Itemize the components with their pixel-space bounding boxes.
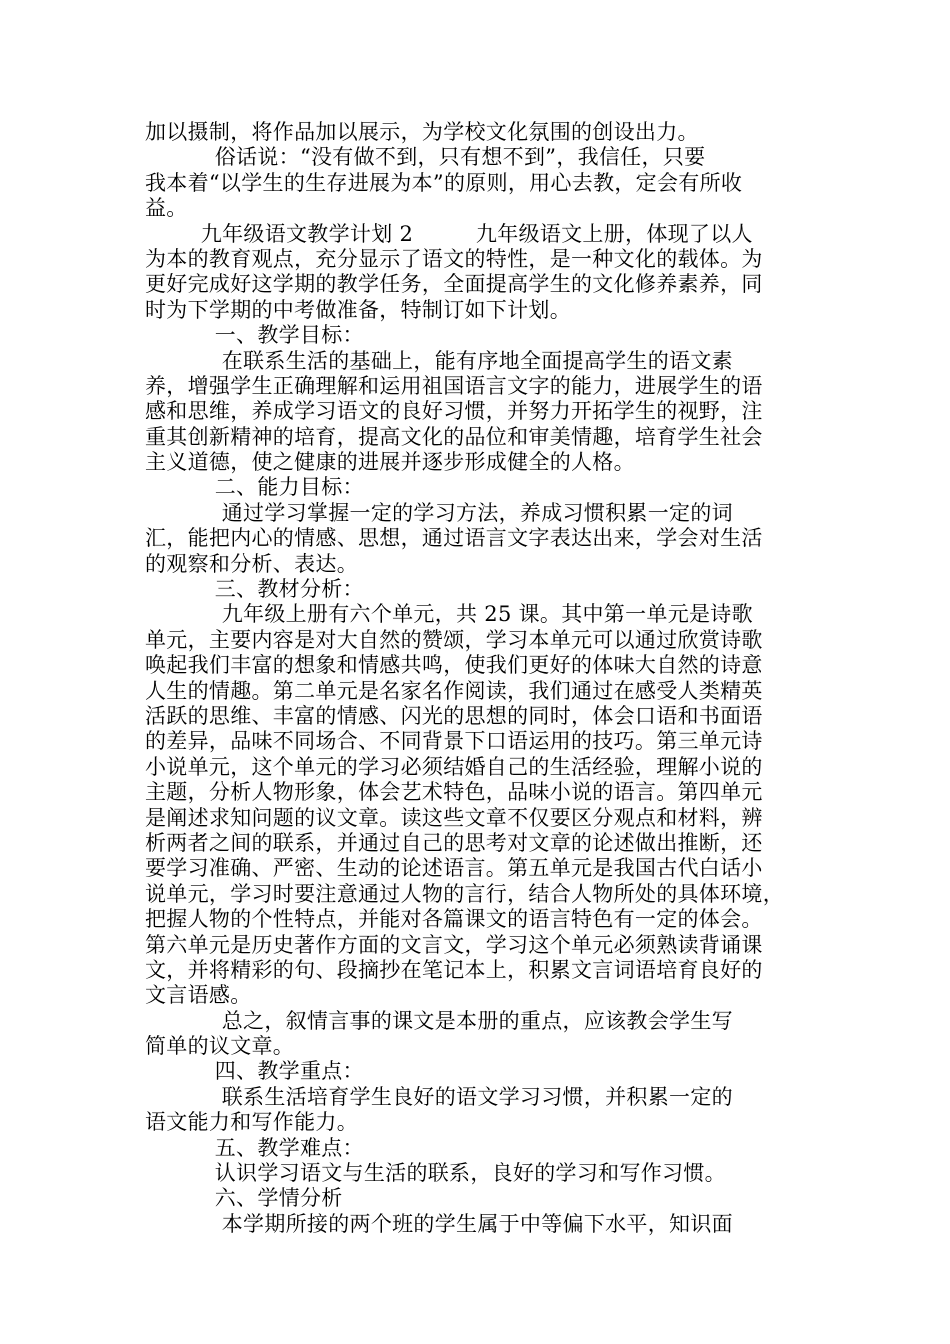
text-line: 九年级上册有六个单元，共 25 课。其中第一单元是诗歌 bbox=[145, 602, 753, 627]
text-line: 为本的教育观点，充分显示了语文的特性，是一种文化的载体。为 bbox=[145, 246, 763, 271]
heading-textbook-analysis: 三、教材分析： bbox=[145, 577, 364, 602]
text-line: 俗话说：“没有做不到，只有想不到”，我信任，只要 bbox=[145, 145, 706, 170]
text-line: 益。 bbox=[145, 196, 188, 221]
text-line: 联系生活培育学生良好的语文学习习惯，并积累一定的 bbox=[145, 1084, 733, 1109]
text-line: 通过学习掌握一定的学习方法，养成习惯积累一定的词 bbox=[145, 500, 733, 525]
text-line: 要学习准确、严密、生动的论述语言。第五单元是我国古代白话小 bbox=[145, 856, 763, 881]
text-line: 小说单元，这个单元的学习必须结婚自己的生活经验，理解小说的 bbox=[145, 754, 763, 779]
heading-teaching-difficulties: 五、教学难点： bbox=[145, 1135, 364, 1160]
text-line: 析两者之间的联系，并通过自己的思考对文章的论述做出推断，还 bbox=[145, 830, 763, 855]
text-line: 总之，叙情言事的课文是本册的重点，应该教会学生写 bbox=[145, 1008, 733, 1033]
text-line: 汇，能把内心的情感、思想，通过语言文字表达出来，学会对生活 bbox=[145, 526, 763, 551]
text-line: 重其创新精神的培育，提高文化的品位和审美情趣，培育学生社会 bbox=[145, 424, 763, 449]
text-line: 单元，主要内容是对大自然的赞颂，学习本单元可以通过欣赏诗歌 bbox=[145, 627, 763, 652]
text-line: 唤起我们丰富的想象和情感共鸣，使我们更好的体味大自然的诗意 bbox=[145, 653, 763, 678]
text-line: 主题，分析人物形象，体会艺术特色，品味小说的语言。第四单元 bbox=[145, 780, 763, 805]
text-line: 把握人物的个性特点，并能对各篇课文的语言特色有一定的体会。 bbox=[145, 907, 763, 932]
document-body bbox=[145, 120, 825, 1237]
text-line: 在联系生活的基础上，能有序地全面提高学生的语文素 bbox=[145, 348, 733, 373]
text-line: 养，增强学生正确理解和运用祖国语言文字的能力，进展学生的语 bbox=[145, 373, 763, 398]
text-line: 文，并将精彩的句、段摘抄在笔记本上，积累文言词语培育良好的 bbox=[145, 957, 763, 982]
text-line: 主义道德，使之健康的进展并逐步形成健全的人格。 bbox=[145, 450, 635, 475]
text-line: 认识学习语文与生活的联系，良好的学习和写作习惯。 bbox=[145, 1161, 726, 1186]
text-line: 第六单元是历史著作方面的文言文，学习这个单元必须熟读背诵课 bbox=[145, 932, 763, 957]
text-line: 本学期所接的两个班的学生属于中等偏下水平，知识面 bbox=[145, 1211, 733, 1236]
text-line: 是阐述求知问题的议文章。读这些文章不仅要区分观点和材料，辨 bbox=[145, 805, 763, 830]
text-line: 加以摄制，将作品加以展示，为学校文化氛围的创设出力。 bbox=[145, 120, 699, 144]
text-line: 人生的情趣。第二单元是名家名作阅读，我们通过在感受人类精英 bbox=[145, 678, 763, 703]
text-line: 说单元，学习时要注意通过人物的言行，结合人物所处的具体环境， bbox=[145, 881, 784, 906]
text-line: 语文能力和写作能力。 bbox=[145, 1110, 358, 1135]
heading-teaching-focus: 四、教学重点： bbox=[145, 1059, 364, 1084]
text-line: 时为下学期的中考做准备，特制订如下计划。 bbox=[145, 297, 571, 322]
text-line: 活跃的思维、丰富的情感、闪光的思想的同时，体会口语和书面语 bbox=[145, 703, 763, 728]
heading-teaching-goals: 一、教学目标： bbox=[145, 323, 364, 348]
heading-ability-goals: 二、能力目标： bbox=[145, 475, 364, 500]
text-line: 简单的议文章。 bbox=[145, 1034, 295, 1059]
text-line: 的观察和分析、表达。 bbox=[145, 551, 358, 576]
text-line: 更好完成好这学期的教学任务，全面提高学生的文化修养素养，同 bbox=[145, 272, 763, 297]
text-line: 我本着“以学生的生存进展为本”的原则，用心去教，定会有所收 bbox=[145, 170, 743, 195]
text-line: 文言语感。 bbox=[145, 983, 252, 1008]
text-line: 的差异，品味不同场合、不同背景下口语运用的技巧。第三单元诗 bbox=[145, 729, 763, 754]
text-line: 感和思维，养成学习语文的良好习惯，并努力开拓学生的视野，注 bbox=[145, 399, 763, 424]
heading-student-analysis: 六、学情分析 bbox=[145, 1186, 343, 1211]
section-title-line: 九年级语文教学计划 2 九年级语文上册，体现了以人 bbox=[145, 221, 753, 246]
